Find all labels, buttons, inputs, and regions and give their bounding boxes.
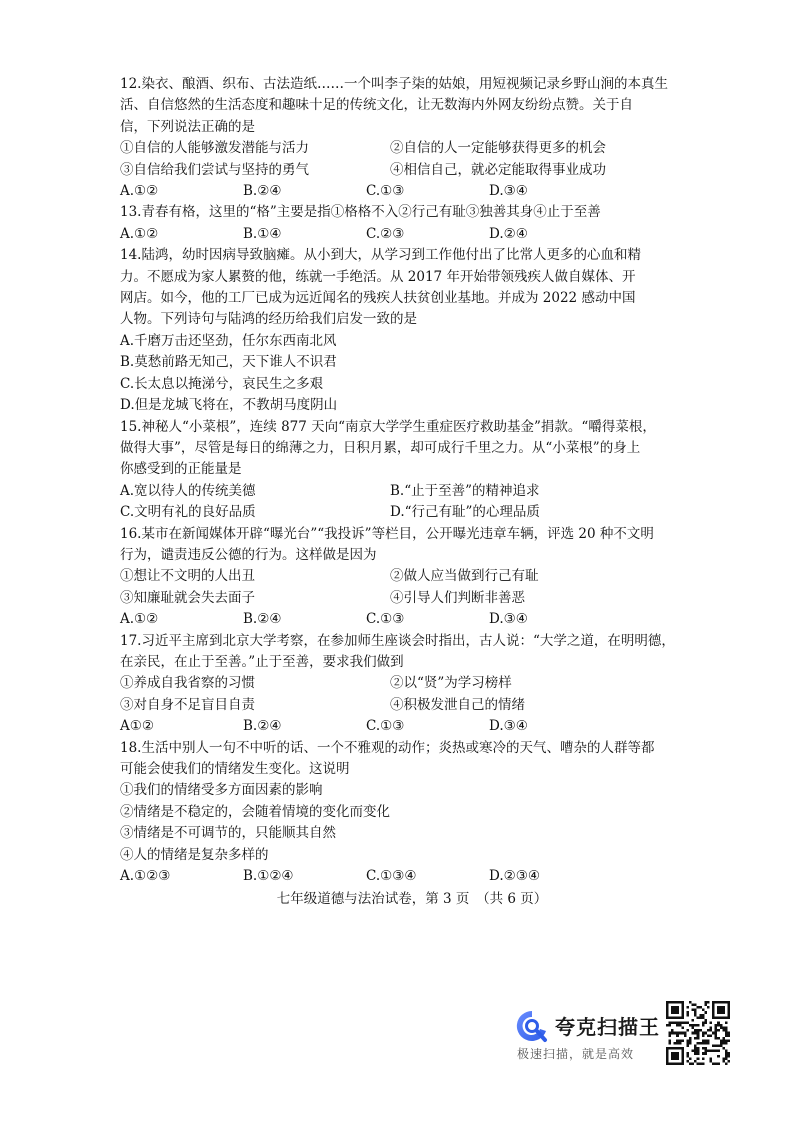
- answer-choice: B.②④: [243, 718, 282, 735]
- option-item: ①自信的人能够激发潜能与活力: [120, 140, 309, 157]
- option-item: ③自信给我们尝试与坚持的勇气: [120, 161, 309, 178]
- option-item: ①养成自我省察的习惯: [120, 675, 255, 692]
- question-block: [120, 202, 660, 245]
- answer-choice: C.①③: [366, 611, 405, 628]
- answer-choice: C.②③: [366, 225, 405, 242]
- answer-choice: A①②: [120, 718, 154, 735]
- option-item: ②以“贤”为学习榜样: [390, 675, 512, 692]
- option-line: A.千磨万击还坚劲，任尔东西南北风: [120, 332, 337, 349]
- question-stem-line: 18.生活中别人一句不中听的话、一个不雅观的动作；炎热或寒冷的天气、嘈杂的人群等都: [120, 739, 655, 756]
- question-stem-line: 17.习近平主席到北京大学考察，在参加师生座谈会时指出，古人说：“大学之道，在明明德，: [120, 632, 675, 649]
- answer-choices: [120, 609, 660, 630]
- option-line: ①我们的情绪受多方面因素的影响: [120, 782, 323, 799]
- answer-choice: A.①②: [120, 611, 159, 628]
- option-item: A.宽以待人的传统美德: [120, 482, 256, 499]
- page-footer: 七年级道德与法治试卷，第 3 页 （共 6 页）: [276, 891, 548, 907]
- option-line: D.但是龙城飞将在，不教胡马度阴山: [120, 397, 338, 414]
- answer-choice: C.①③: [366, 183, 405, 200]
- option-row: [120, 481, 660, 502]
- answer-choice: D.③④: [489, 718, 528, 735]
- option-line: ②情绪是不稳定的，会随着情境的变化而变化: [120, 803, 390, 820]
- question-stem-line: 你感受到的正能量是: [120, 461, 242, 478]
- question-stem-line: 12.染衣、酿酒、织布、古法造纸……一个叫李子柒的姑娘，用短视频记录乡野山涧的本真生: [120, 76, 668, 92]
- question-stem-line: 行为，谴责违反公德的行为。这样做是因为: [120, 546, 377, 563]
- answer-choice: D.③④: [489, 611, 528, 628]
- option-row: [120, 566, 660, 587]
- option-line: B.莫愁前路无知己，天下谁人不识君: [120, 354, 337, 371]
- option-row: [120, 588, 660, 609]
- answer-choice: B.②④: [243, 183, 282, 200]
- question-block: [120, 74, 668, 202]
- option-item: B.“止于至善”的精神追求: [390, 482, 540, 499]
- option-item: ③对自身不足盲目自责: [120, 696, 255, 713]
- question-block: [120, 417, 660, 524]
- option-item: ①想让不文明的人出丑: [120, 568, 255, 585]
- option-line: C.长太息以掩涕兮，哀民生之多艰: [120, 375, 324, 392]
- answer-choices: [120, 866, 660, 887]
- question-stem-line: 做得大事”，尽管是每日的绵薄之力，日积月累，却可成行千里之力。从“小菜根”的身上: [120, 439, 641, 456]
- question-stem-line: 网店。如今，他的工厂已成为远近闻名的残疾人扶贫创业基地。并成为 2022 感动中国: [120, 290, 636, 307]
- quark-logo-icon: [515, 1009, 549, 1043]
- brand-name: 夸克扫描王: [555, 1015, 660, 1039]
- question-stem-line: 力。不愿成为家人累赘的他，练就一手绝活。从 2017 年开始带领残疾人做自媒体、开: [120, 268, 636, 285]
- answer-choice: A.①②: [120, 225, 159, 242]
- answer-choice: B.①④: [243, 225, 282, 242]
- question-stem-line: 人物。下列诗句与陆鸿的经历给我们启发一致的是: [120, 311, 417, 328]
- option-item: ②做人应当做到行己有耻: [390, 568, 539, 585]
- answer-choice: B.①②④: [243, 868, 294, 885]
- question-stem-line: 可能会使我们的情绪发生变化。这说明: [120, 761, 350, 777]
- option-item: C.文明有礼的良好品质: [120, 504, 256, 521]
- answer-choice: C.①③④: [366, 868, 417, 885]
- option-item: ④引导人们判断非善恶: [390, 589, 525, 606]
- question-block: [120, 738, 660, 888]
- option-row: [120, 138, 660, 159]
- question-list: [120, 74, 675, 887]
- question-stem-line: 14.陆鸿，幼时因病导致脑瘫。从小到大，从学习到工作他付出了比常人更多的心血和精: [120, 247, 641, 264]
- answer-choices: [120, 181, 660, 202]
- option-row: [120, 160, 660, 181]
- answer-choice: C.①③: [366, 718, 405, 735]
- answer-choices: [120, 224, 660, 245]
- question-stem-line: 15.神秘人“小菜根”，连续 877 天向“南京大学学生重症医疗救助基金”捐款。“嚼得菜根，: [120, 418, 656, 435]
- option-item: ④相信自己，就必定能取得事业成功: [390, 161, 606, 178]
- option-line: ④人的情绪是复杂多样的: [120, 846, 269, 863]
- question-block: [120, 631, 675, 738]
- answer-choice: B.②④: [243, 611, 282, 628]
- question-stem-line: 13.青春有格，这里的“格”主要是指①格格不入②行己有耻③独善其身④止于至善: [120, 204, 601, 221]
- option-item: ④积极发泄自己的情绪: [390, 696, 525, 713]
- answer-choice: A.①②③: [120, 868, 171, 885]
- option-row: [120, 502, 660, 523]
- scanner-watermark: [515, 1007, 665, 1067]
- option-line: ③情绪是不可调节的，只能顺其自然: [120, 825, 336, 842]
- option-item: ③知廉耻就会失去面子: [120, 589, 255, 606]
- answer-choice: D.③④: [489, 183, 528, 200]
- answer-choice: D.②③④: [489, 868, 540, 885]
- question-stem-line: 信，下列说法正确的是: [120, 118, 255, 135]
- answer-choice: D.②④: [489, 225, 528, 242]
- question-block: [120, 524, 660, 631]
- question-stem-line: 16.某市在新闻媒体开辟“曝光台”“我投诉”等栏目，公开曝光违章车辆，评选 20 种不文明: [120, 525, 654, 542]
- option-item: D.“行己有耻”的心理品质: [390, 504, 540, 521]
- qr-code-icon: [666, 1001, 730, 1065]
- question-stem-line: 在亲民，在止于至善。”止于至善，要求我们做到: [120, 653, 404, 670]
- brand-slogan: 极速扫描，就是高效: [517, 1047, 635, 1061]
- question-stem-line: 活、自信悠然的生活态度和趣味十足的传统文化，让无数海内外网友纷纷点赞。关于自: [120, 97, 633, 114]
- option-row: [120, 695, 660, 716]
- answer-choices: [120, 716, 660, 737]
- option-item: ②自信的人一定能够获得更多的机会: [390, 140, 606, 157]
- option-row: [120, 673, 660, 694]
- question-block: [120, 245, 660, 416]
- answer-choice: A.①②: [120, 183, 159, 200]
